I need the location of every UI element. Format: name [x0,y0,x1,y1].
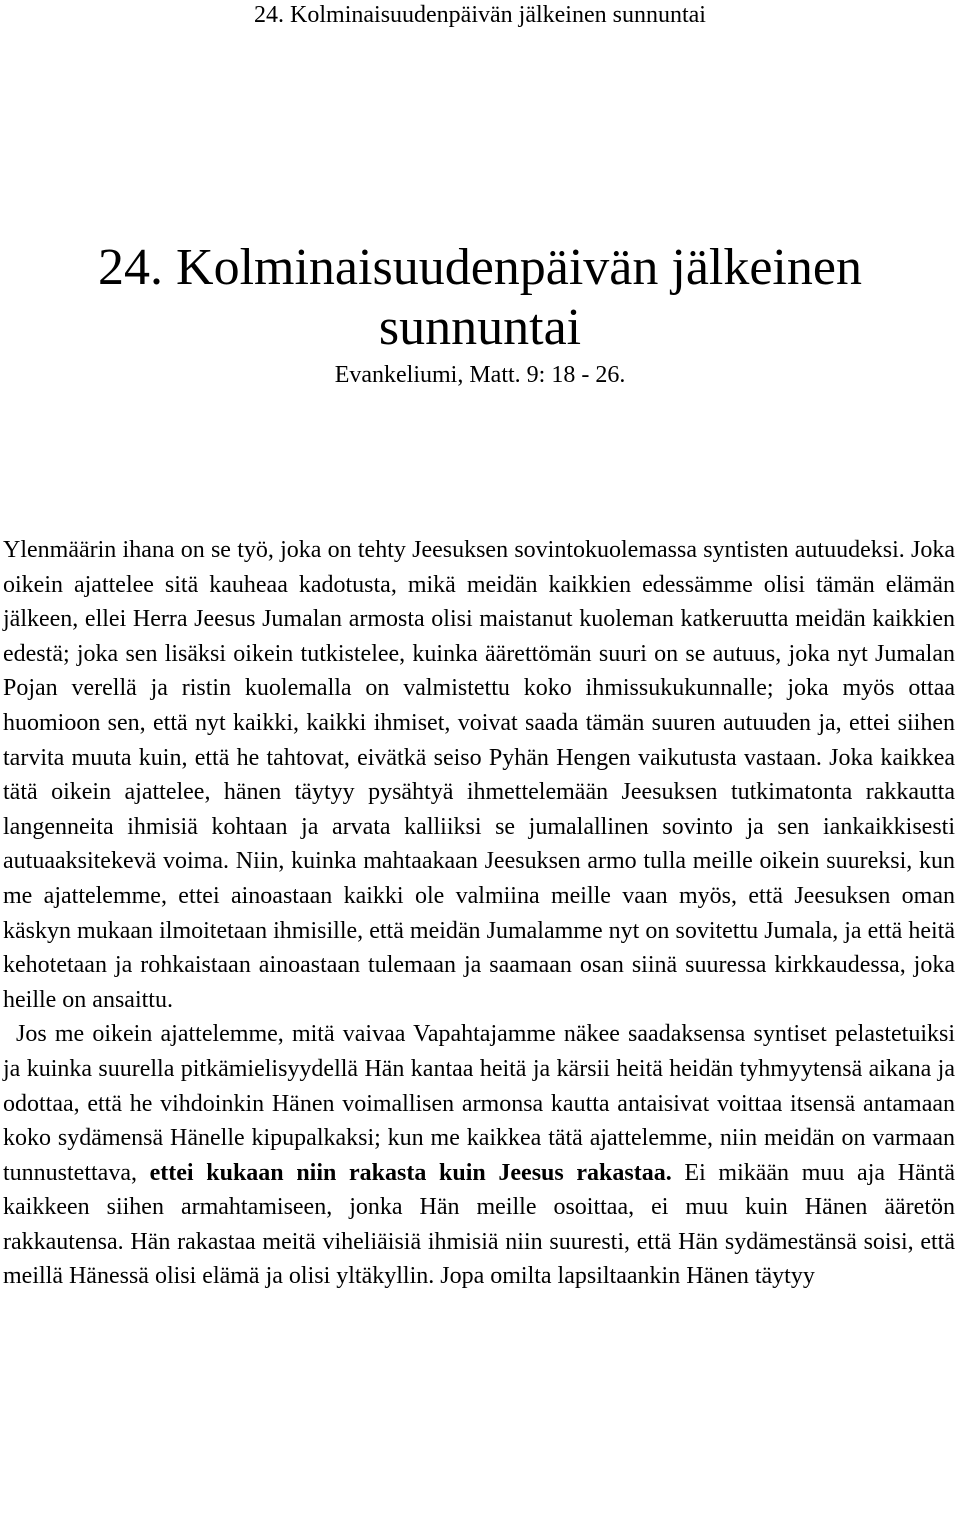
scripture-reference: Evankeliumi, Matt. 9: 18 - 26. [334,362,626,388]
page-title-line-1: 24. Kolminaisuudenpäivän jälkeinen [98,239,862,296]
paragraph-2-end: Ei mikään muu aja Häntä kaikkeen siihen armahtamiseen, jonka Hän meille osoittaa, ei muu kuin Hänen ääretön rakkautensa. Hän rakastaa meitä viheliäisiä ihmisiä niin suuresti, että Hän sydämestänsä soisi, että meillä Hänessä olisi elämä ja olisi yltäkyllin. Jopa omilta lapsiltaankin Hänen täytyy [3,1159,955,1290]
running-header [0,0,960,30]
sermon-body [3,533,955,1294]
paragraph-2 [3,1017,955,1294]
paragraph-2-start: Jos me oikein ajattelemme, mitä vaivaa Vapahtajamme näkee saadaksensa syntiset pelastetuiksi ja kuinka suurella pitkämielisyydellä Hän kantaa heitä ja kärsii heitä heidän tyhmyytensä aikana ja odottaa, että he vihdoinkin Hänen voimallisen armonsa kautta antaisivat voittaa itsensä antamaan koko sydämensä Hänelle kipupalkaksi; kun me kaikkea tätä ajattelemme, niin meidän on varmaan tunnustettava, [3,1021,955,1186]
paragraph-1: Ylenmäärin ihana on se työ, joka on tehty Jeesuksen sovintokuolemassa syntisten autuudeksi. Joka oikein ajattelee sitä kauheaa kadotusta, mikä meidän kaikkien edessämme olisi tämän elämän jälkeen, ellei Herra Jeesus Jumalan armosta olisi maistanut kuoleman katkeruutta meidän kaikkien edestä; joka sen lisäksi oikein tutkistelee, kuinka äärettömän suuri on se autuus, joka nyt Jumalan Pojan verellä ja ristin kuolemalla on valmistettu koko ihmissukukunnalle; joka myös ottaa huomioon sen, että nyt kaikki, kaikki ihmiset, voivat saada tämän suuren autuuden ja, ettei siihen tarvita muuta kuin, että he tahtovat, eivätkä seiso Pyhän Hengen vaikutusta vastaan. Joka kaikkea tätä oikein ajattelee, hänen täytyy pysähtyä ihmettelemään Jeesuksen tutkimatonta rakkautta langenneita ihmisiä kohtaan ja arvata kalliiksi se jumalallinen sovinto ja sen iankaikkisesti autuaaksitekevä voima. Niin, kuinka mahtaakaan Jeesuksen armo tulla meille oikein suureksi, kun me ajattelemme, ettei ainoastaan kaikki ole valmiina meille vaan myös, että Jeesuksen oman käskyn mukaan ilmoitetaan ihmisille, että meidän Jumalamme nyt on sovitettu Jumala, ja että heitä kehotetaan ja rohkaistaan ainoastaan tulemaan ja saamaan osan siinä suuressa kirkkaudessa, joka heille on ansaittu. [3,537,955,1013]
paragraph-2-emphasis: ettei kukaan niin rakasta kuin Jeesus rakastaa. [149,1159,672,1186]
title-block [0,238,960,390]
page-title [0,238,960,358]
running-header-title: 24. Kolminaisuudenpäivän jälkeinen sunnuntai [254,2,706,28]
page-title-line-2: sunnuntai [378,299,582,356]
